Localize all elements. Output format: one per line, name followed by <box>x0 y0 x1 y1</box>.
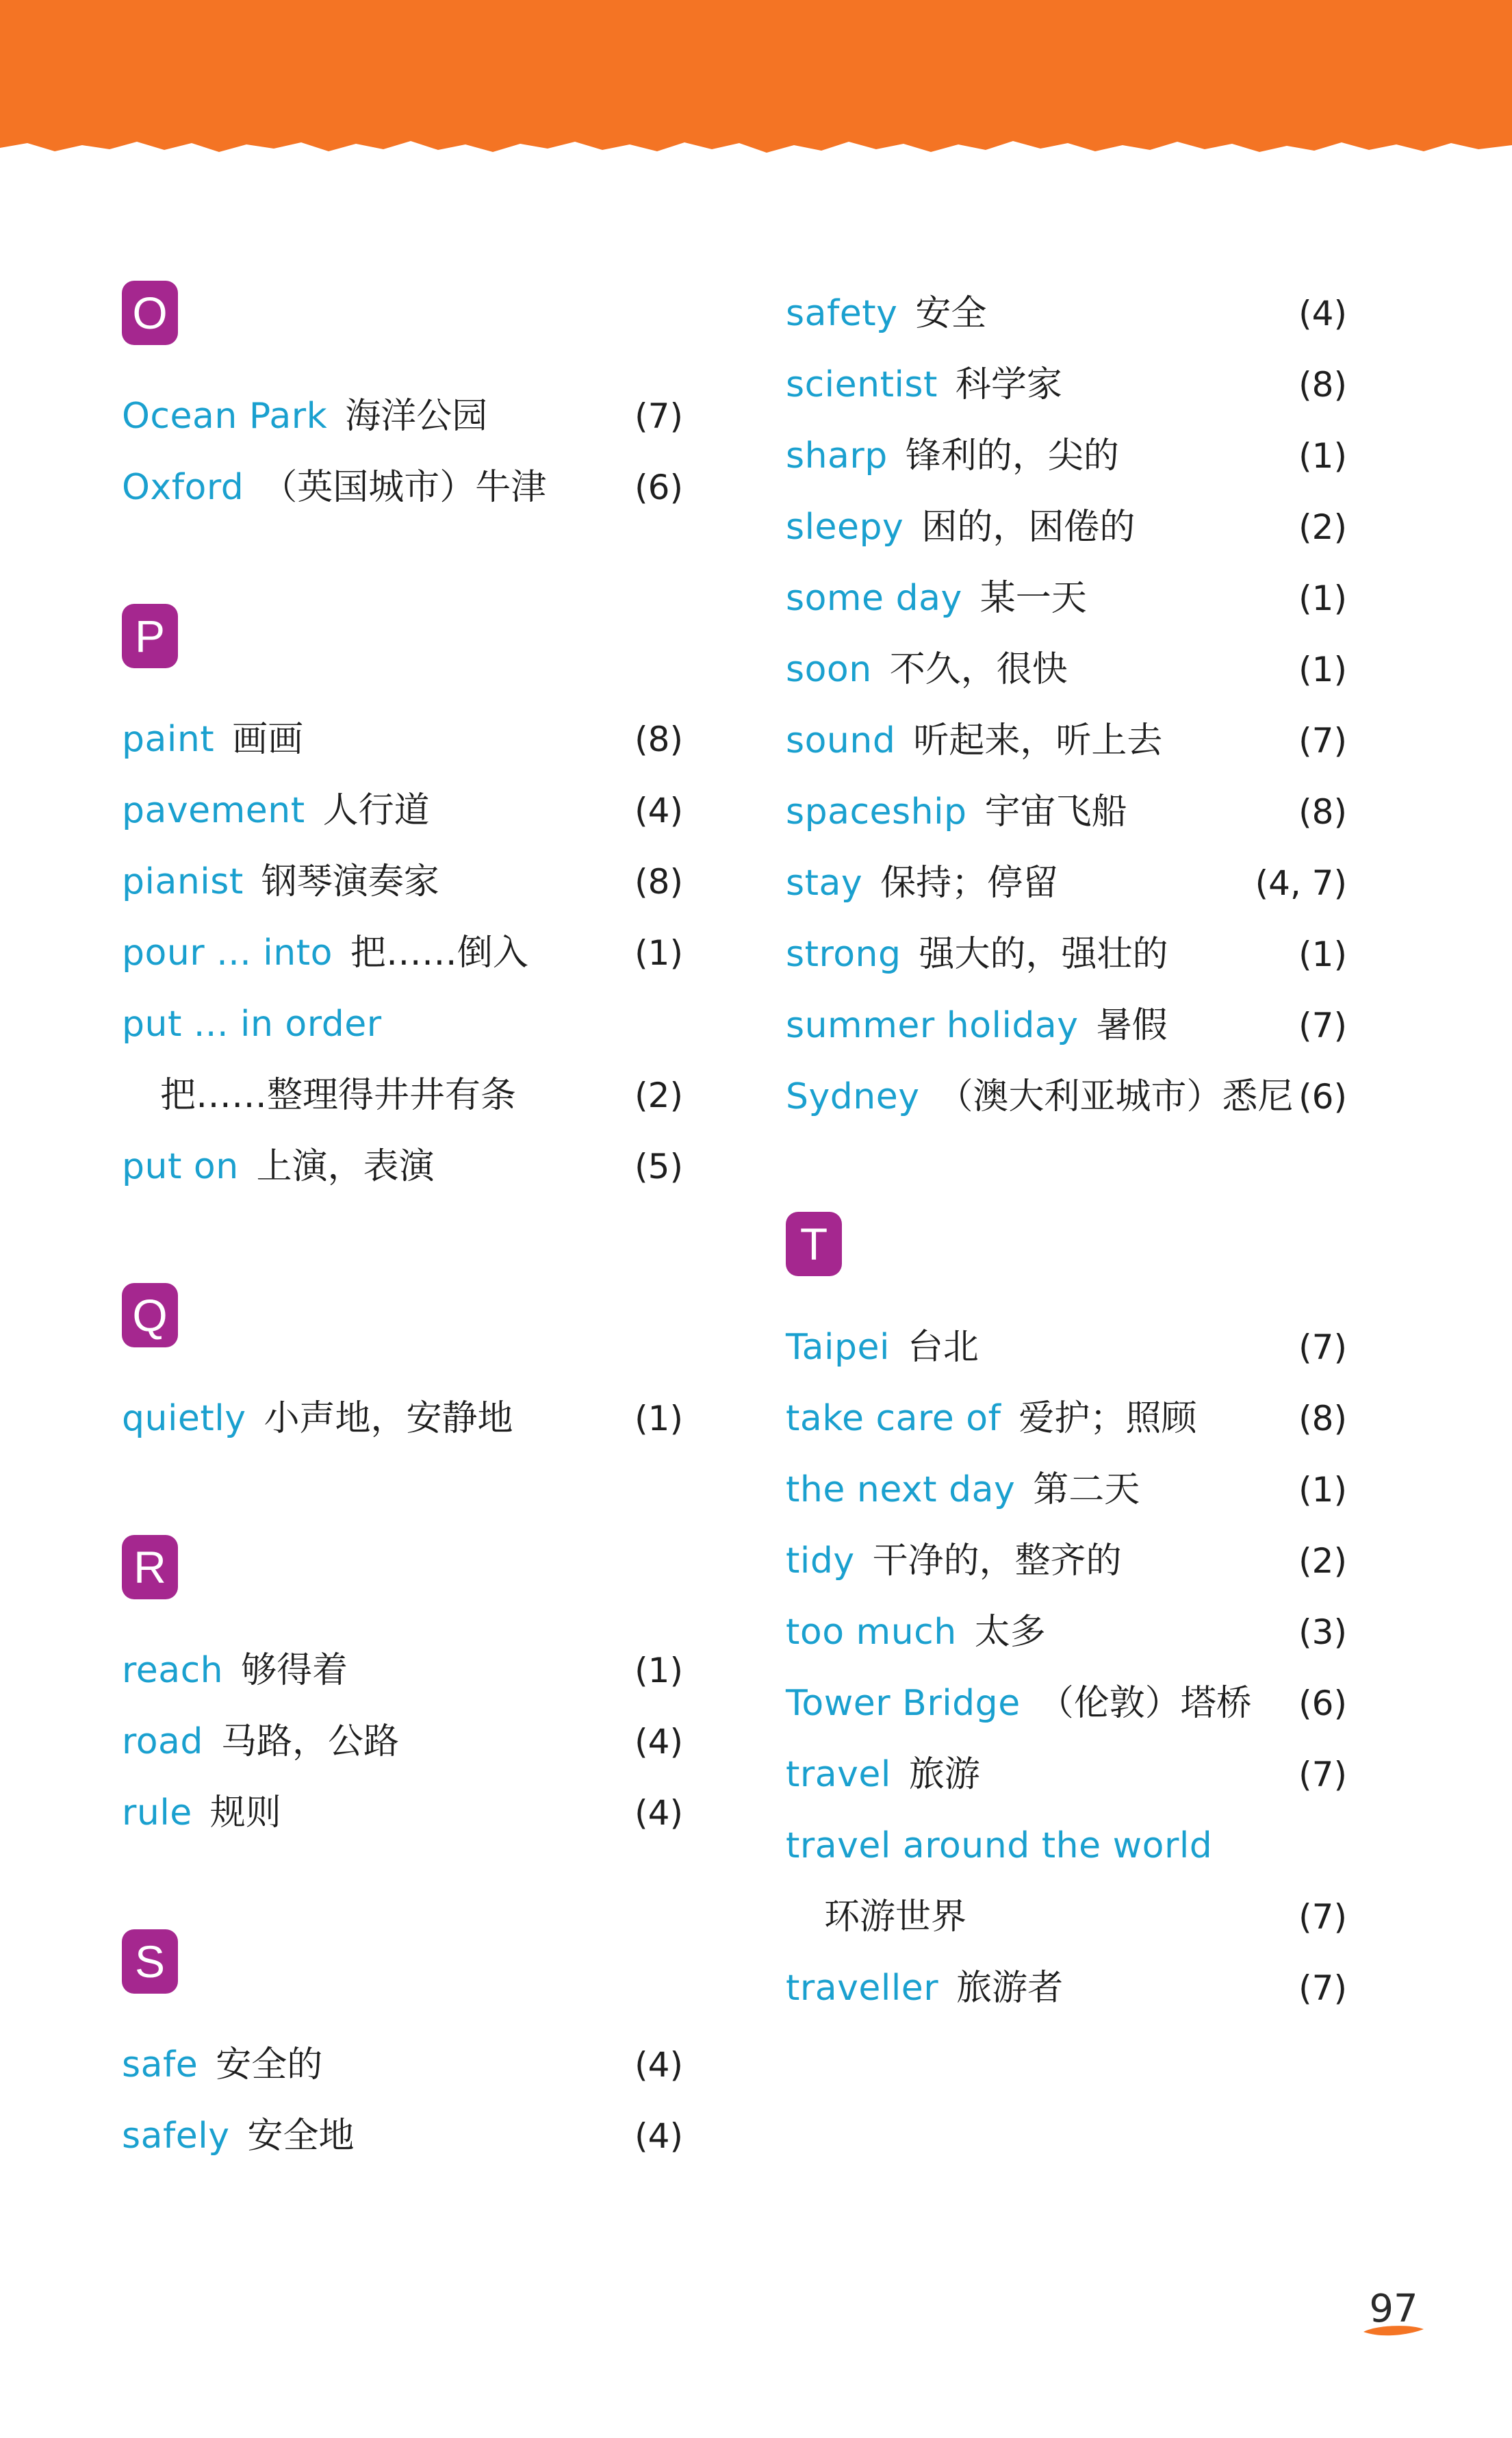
entry-unit: (7) <box>1298 1755 1347 1794</box>
page-number: 97 <box>1369 2287 1418 2331</box>
glossary-entry <box>786 429 1347 483</box>
entry-chinese: 听起来，听上去 <box>913 720 1163 761</box>
entry-unit: (5) <box>635 1147 683 1186</box>
entry-chinese: 安全 <box>915 293 987 334</box>
entry-chinese: 小声地，安静地 <box>264 1398 513 1439</box>
entry-english: pour ... into <box>122 932 333 974</box>
entry-unit: (1) <box>635 1399 683 1438</box>
entry-chinese: （英国城市）牛津 <box>261 467 547 508</box>
entry-english: sharp <box>786 435 888 477</box>
glossary-entry <box>122 997 683 1052</box>
entry-unit: (4) <box>635 791 683 830</box>
entry-chinese: 安全的 <box>216 2044 323 2085</box>
entry-unit: (4, 7) <box>1255 863 1347 903</box>
entry-english: take care of <box>786 1398 1001 1439</box>
glossary-entry <box>122 1643 683 1698</box>
entry-chinese: 干净的，整齐的 <box>872 1540 1122 1582</box>
entry-unit: (8) <box>635 720 683 759</box>
glossary-entry <box>786 571 1347 626</box>
entry-chinese: 宇宙飞船 <box>984 791 1127 833</box>
entry-unit: (1) <box>635 933 683 973</box>
entry-english: sound <box>786 720 896 761</box>
glossary-entry <box>786 713 1347 768</box>
glossary-entry <box>122 1391 683 1446</box>
entry-chinese: 马路，公路 <box>220 1721 399 1762</box>
entry-unit: (6) <box>1298 1077 1347 1117</box>
header-banner <box>0 0 1512 157</box>
glossary-entry <box>122 926 683 980</box>
entry-english: the next day <box>786 1469 1016 1510</box>
entry-unit: (7) <box>635 396 683 436</box>
entry-unit: (1) <box>1298 436 1347 476</box>
glossary-entry <box>122 783 683 838</box>
entry-english: travel <box>786 1754 891 1795</box>
entry-unit: (8) <box>1298 792 1347 832</box>
glossary-entry <box>122 2109 683 2163</box>
entry-chinese: 台北 <box>907 1327 979 1368</box>
glossary-entry-continuation <box>122 1068 683 1123</box>
entry-english: road <box>122 1721 203 1762</box>
entry-chinese: 太多 <box>974 1612 1046 1653</box>
glossary-entry <box>122 1714 683 1769</box>
entry-unit: (1) <box>1298 935 1347 974</box>
section-letter-badge: R <box>122 1535 178 1599</box>
entry-chinese: 人行道 <box>322 790 430 831</box>
entry-chinese: 画画 <box>232 719 304 760</box>
entry-english: safely <box>122 2116 230 2157</box>
entry-chinese: （伦敦）塔桥 <box>1038 1683 1252 1724</box>
entry-chinese: 锋利的，尖的 <box>905 435 1119 477</box>
entry-chinese: 规则 <box>209 1792 281 1833</box>
entry-chinese: 海洋公园 <box>345 396 488 437</box>
entry-unit: (4) <box>635 1793 683 1833</box>
entry-english: some day <box>786 578 962 619</box>
entry-unit: (2) <box>635 1076 683 1115</box>
glossary-entry <box>786 998 1347 1053</box>
entry-chinese: 旅游 <box>908 1754 980 1795</box>
entry-chinese: 困的，困倦的 <box>921 507 1136 548</box>
section-letter-badge: S <box>122 1929 178 1994</box>
entry-chinese: 上演，表演 <box>256 1146 435 1187</box>
entry-chinese: 环游世界 <box>824 1896 967 1938</box>
entry-chinese: 把……整理得井井有条 <box>160 1075 517 1116</box>
entry-chinese: 不久，很快 <box>889 649 1068 690</box>
glossary-entry <box>786 642 1347 697</box>
entry-chinese: 爱护；照顾 <box>1018 1398 1197 1439</box>
entry-english: pavement <box>122 790 305 831</box>
entry-english: tidy <box>786 1540 855 1582</box>
glossary-entry <box>786 1391 1347 1446</box>
entry-unit: (8) <box>1298 365 1347 405</box>
entry-unit: (2) <box>1298 507 1347 547</box>
glossary-entry-continuation <box>786 1890 1347 1944</box>
entry-chinese: 保持；停留 <box>880 863 1059 904</box>
entry-english: Oxford <box>122 467 244 508</box>
entry-chinese: 某一天 <box>979 578 1087 619</box>
glossary-entry <box>786 500 1347 555</box>
page-number-block <box>1359 2287 1435 2348</box>
glossary-entry <box>786 856 1347 911</box>
entry-english: strong <box>786 934 901 975</box>
entry-unit: (7) <box>1298 721 1347 761</box>
entry-english: put ... in order <box>122 1004 382 1045</box>
glossary-entry <box>122 460 683 515</box>
glossary-entry <box>786 1605 1347 1660</box>
entry-english: too much <box>786 1612 957 1653</box>
entry-english: quietly <box>122 1398 246 1439</box>
entry-unit: (7) <box>1298 1006 1347 1045</box>
glossary-entry <box>786 1320 1347 1375</box>
glossary-entry <box>786 1818 1347 1873</box>
entry-chinese: 够得着 <box>241 1650 348 1691</box>
glossary-entry <box>122 2037 683 2092</box>
entry-unit: (8) <box>635 862 683 902</box>
glossary-entry <box>122 854 683 909</box>
entry-english: put on <box>122 1146 239 1187</box>
entry-english: rule <box>122 1792 192 1833</box>
entry-english: soon <box>786 649 872 690</box>
section-letter-badge: O <box>122 281 178 345</box>
glossary-entry <box>786 1961 1347 2016</box>
section-letter-badge: T <box>786 1212 842 1276</box>
entry-chinese: 科学家 <box>955 364 1062 405</box>
entry-chinese: 把……倒入 <box>350 932 528 974</box>
glossary-entry <box>786 785 1347 839</box>
entry-english: Taipei <box>786 1327 890 1368</box>
entry-english: stay <box>786 863 863 904</box>
entry-english: traveller <box>786 1968 939 2009</box>
entry-unit: (3) <box>1298 1612 1347 1652</box>
glossary-entry <box>786 286 1347 341</box>
entry-chinese: 安全地 <box>247 2116 355 2157</box>
entry-english: pianist <box>122 861 244 902</box>
entry-unit: (6) <box>635 468 683 507</box>
entry-unit: (1) <box>1298 650 1347 689</box>
entry-chinese: 暑假 <box>1096 1005 1168 1046</box>
section-letter-badge: Q <box>122 1283 178 1347</box>
entry-english: Sydney <box>786 1076 920 1117</box>
entry-unit: (4) <box>635 2045 683 2085</box>
glossary-entry <box>786 927 1347 982</box>
entry-unit: (4) <box>635 1722 683 1762</box>
glossary-entry <box>122 1139 683 1194</box>
entry-unit: (7) <box>1298 1328 1347 1367</box>
entry-english: travel around the world <box>786 1825 1213 1866</box>
entry-chinese: 钢琴演奏家 <box>261 861 439 902</box>
entry-unit: (4) <box>635 2116 683 2156</box>
entry-english: paint <box>122 719 215 760</box>
entry-unit: (1) <box>635 1651 683 1690</box>
glossary-entry <box>786 1462 1347 1517</box>
section-letter-badge: P <box>122 604 178 668</box>
glossary-entry <box>786 1676 1347 1731</box>
glossary-entry <box>786 357 1347 412</box>
glossary-entry <box>786 1069 1347 1124</box>
entry-english: summer holiday <box>786 1005 1079 1046</box>
glossary-entry <box>122 712 683 767</box>
entry-english: Ocean Park <box>122 396 328 437</box>
entry-unit: (6) <box>1298 1684 1347 1723</box>
entry-unit: (4) <box>1298 294 1347 333</box>
glossary-entry <box>122 389 683 444</box>
glossary-entry <box>786 1747 1347 1802</box>
entry-unit: (8) <box>1298 1399 1347 1438</box>
entry-chinese: 强大的，强壮的 <box>919 934 1168 975</box>
entry-english: scientist <box>786 364 938 405</box>
entry-unit: (2) <box>1298 1541 1347 1581</box>
glossary-entry <box>122 1786 683 1840</box>
entry-english: sleepy <box>786 507 904 548</box>
entry-english: reach <box>122 1650 224 1691</box>
entry-english: safe <box>122 2044 198 2085</box>
entry-english: spaceship <box>786 791 967 833</box>
entry-unit: (7) <box>1298 1897 1347 1937</box>
entry-chinese: （澳大利亚城市）悉尼 <box>937 1076 1294 1117</box>
entry-chinese: 第二天 <box>1033 1469 1140 1510</box>
entry-unit: (7) <box>1298 1968 1347 2008</box>
entry-chinese: 旅游者 <box>956 1968 1064 2009</box>
entry-english: Tower Bridge <box>786 1683 1021 1724</box>
entry-unit: (1) <box>1298 1470 1347 1510</box>
entry-english: safety <box>786 293 898 334</box>
entry-unit: (1) <box>1298 579 1347 618</box>
glossary-entry <box>786 1534 1347 1588</box>
